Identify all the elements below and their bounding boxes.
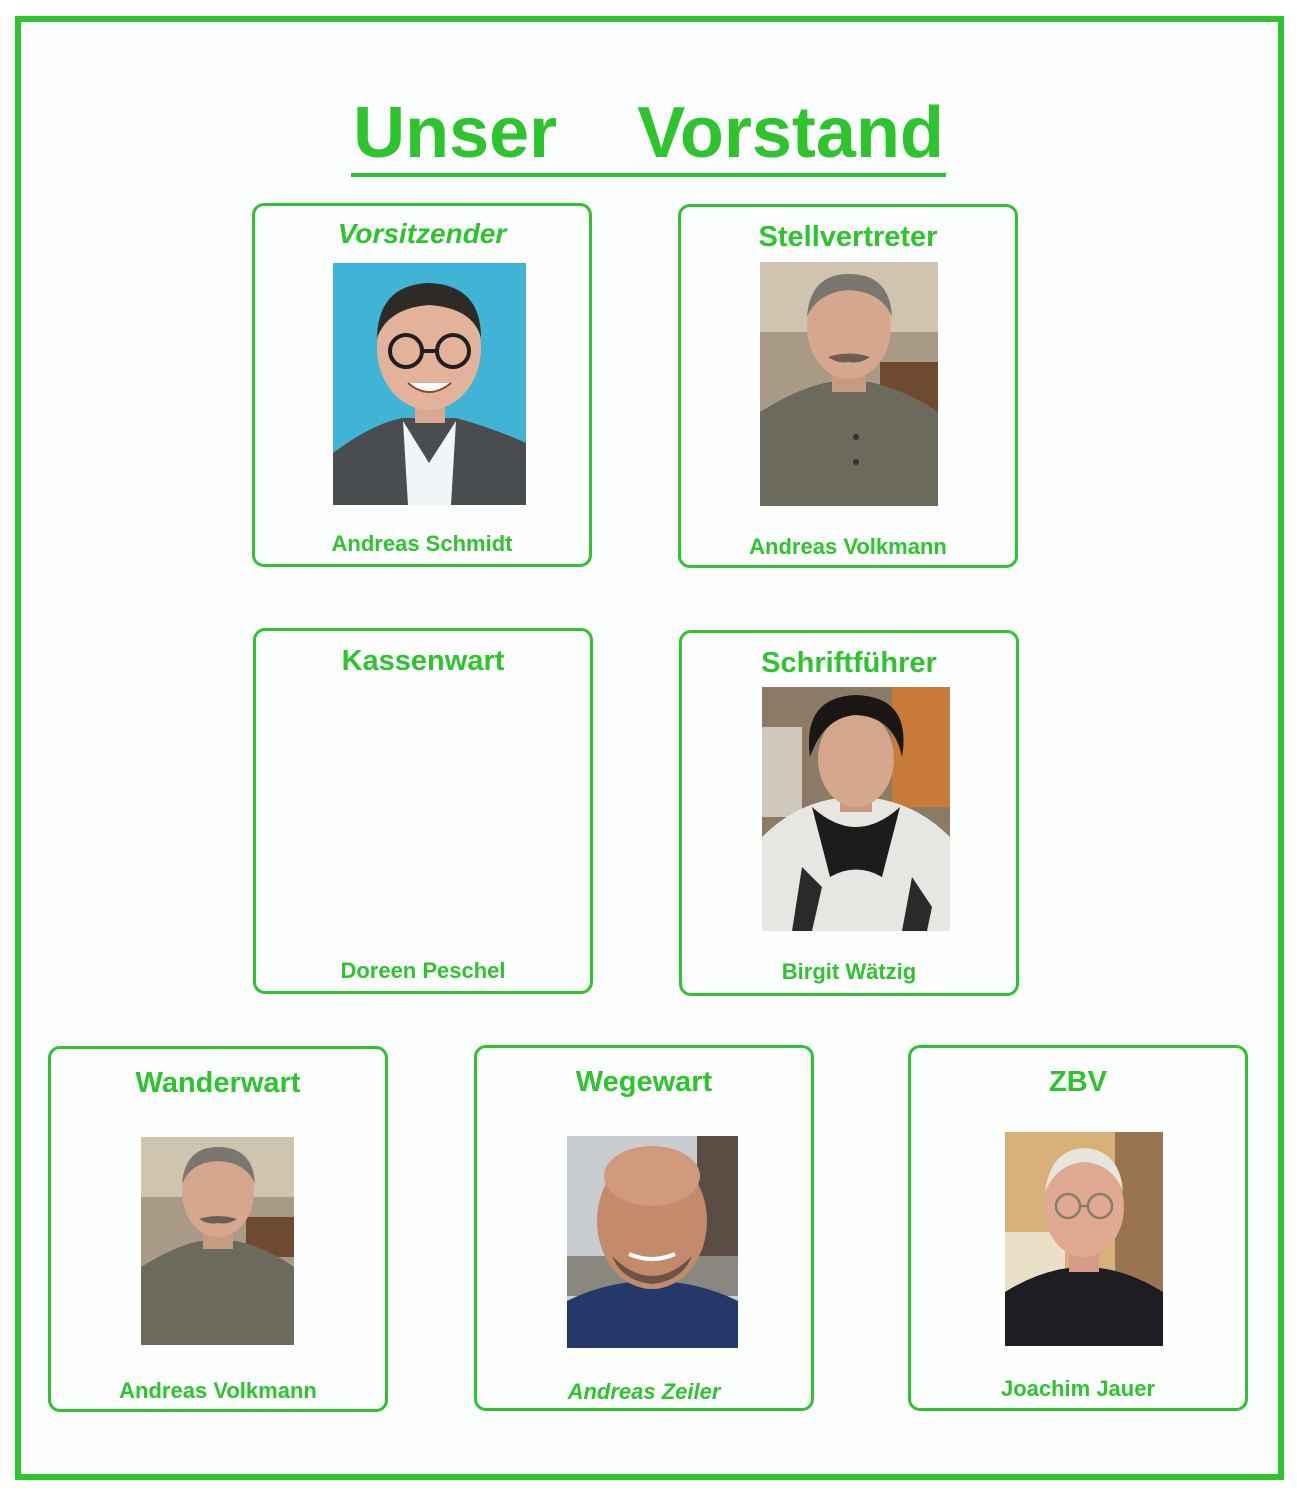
board-card-vorsitzender <box>252 203 592 567</box>
member-name: Andreas Volkmann <box>749 534 947 559</box>
member-name: Birgit Wätzig <box>781 959 917 984</box>
portrait-photo <box>333 263 526 505</box>
board-card-kassenwart <box>253 628 593 994</box>
role-label: Wegewart <box>575 1066 713 1098</box>
role-label: Wanderwart <box>135 1067 301 1099</box>
member-name: Andreas Volkmann <box>119 1378 317 1403</box>
role-label: Kassenwart <box>341 645 505 677</box>
member-name: Joachim Jauer <box>1000 1376 1156 1401</box>
portrait-photo <box>1005 1132 1163 1346</box>
portrait-photo <box>141 1137 294 1345</box>
title-word-2: Vorstand <box>637 93 944 173</box>
board-card-stellvertreter <box>678 204 1018 568</box>
portrait-photo <box>762 687 950 931</box>
title-word-1: Unser <box>353 93 558 173</box>
member-name: Andreas Schmidt <box>331 531 513 556</box>
role-label: Vorsitzender <box>337 218 507 249</box>
page-title <box>0 92 1297 174</box>
board-card-wegewart <box>474 1045 814 1411</box>
portrait-photo <box>760 262 938 506</box>
board-card-zbv <box>908 1045 1248 1411</box>
member-name: Doreen Peschel <box>340 958 506 983</box>
role-label: ZBV <box>1049 1066 1107 1098</box>
portrait-photo <box>567 1136 738 1348</box>
board-card-schriftfuehrer <box>679 630 1019 996</box>
board-card-wanderwart <box>48 1046 388 1412</box>
member-name: Andreas Zeiler <box>567 1379 721 1404</box>
role-label: Schriftführer <box>761 647 937 679</box>
role-label: Stellvertreter <box>758 221 938 253</box>
